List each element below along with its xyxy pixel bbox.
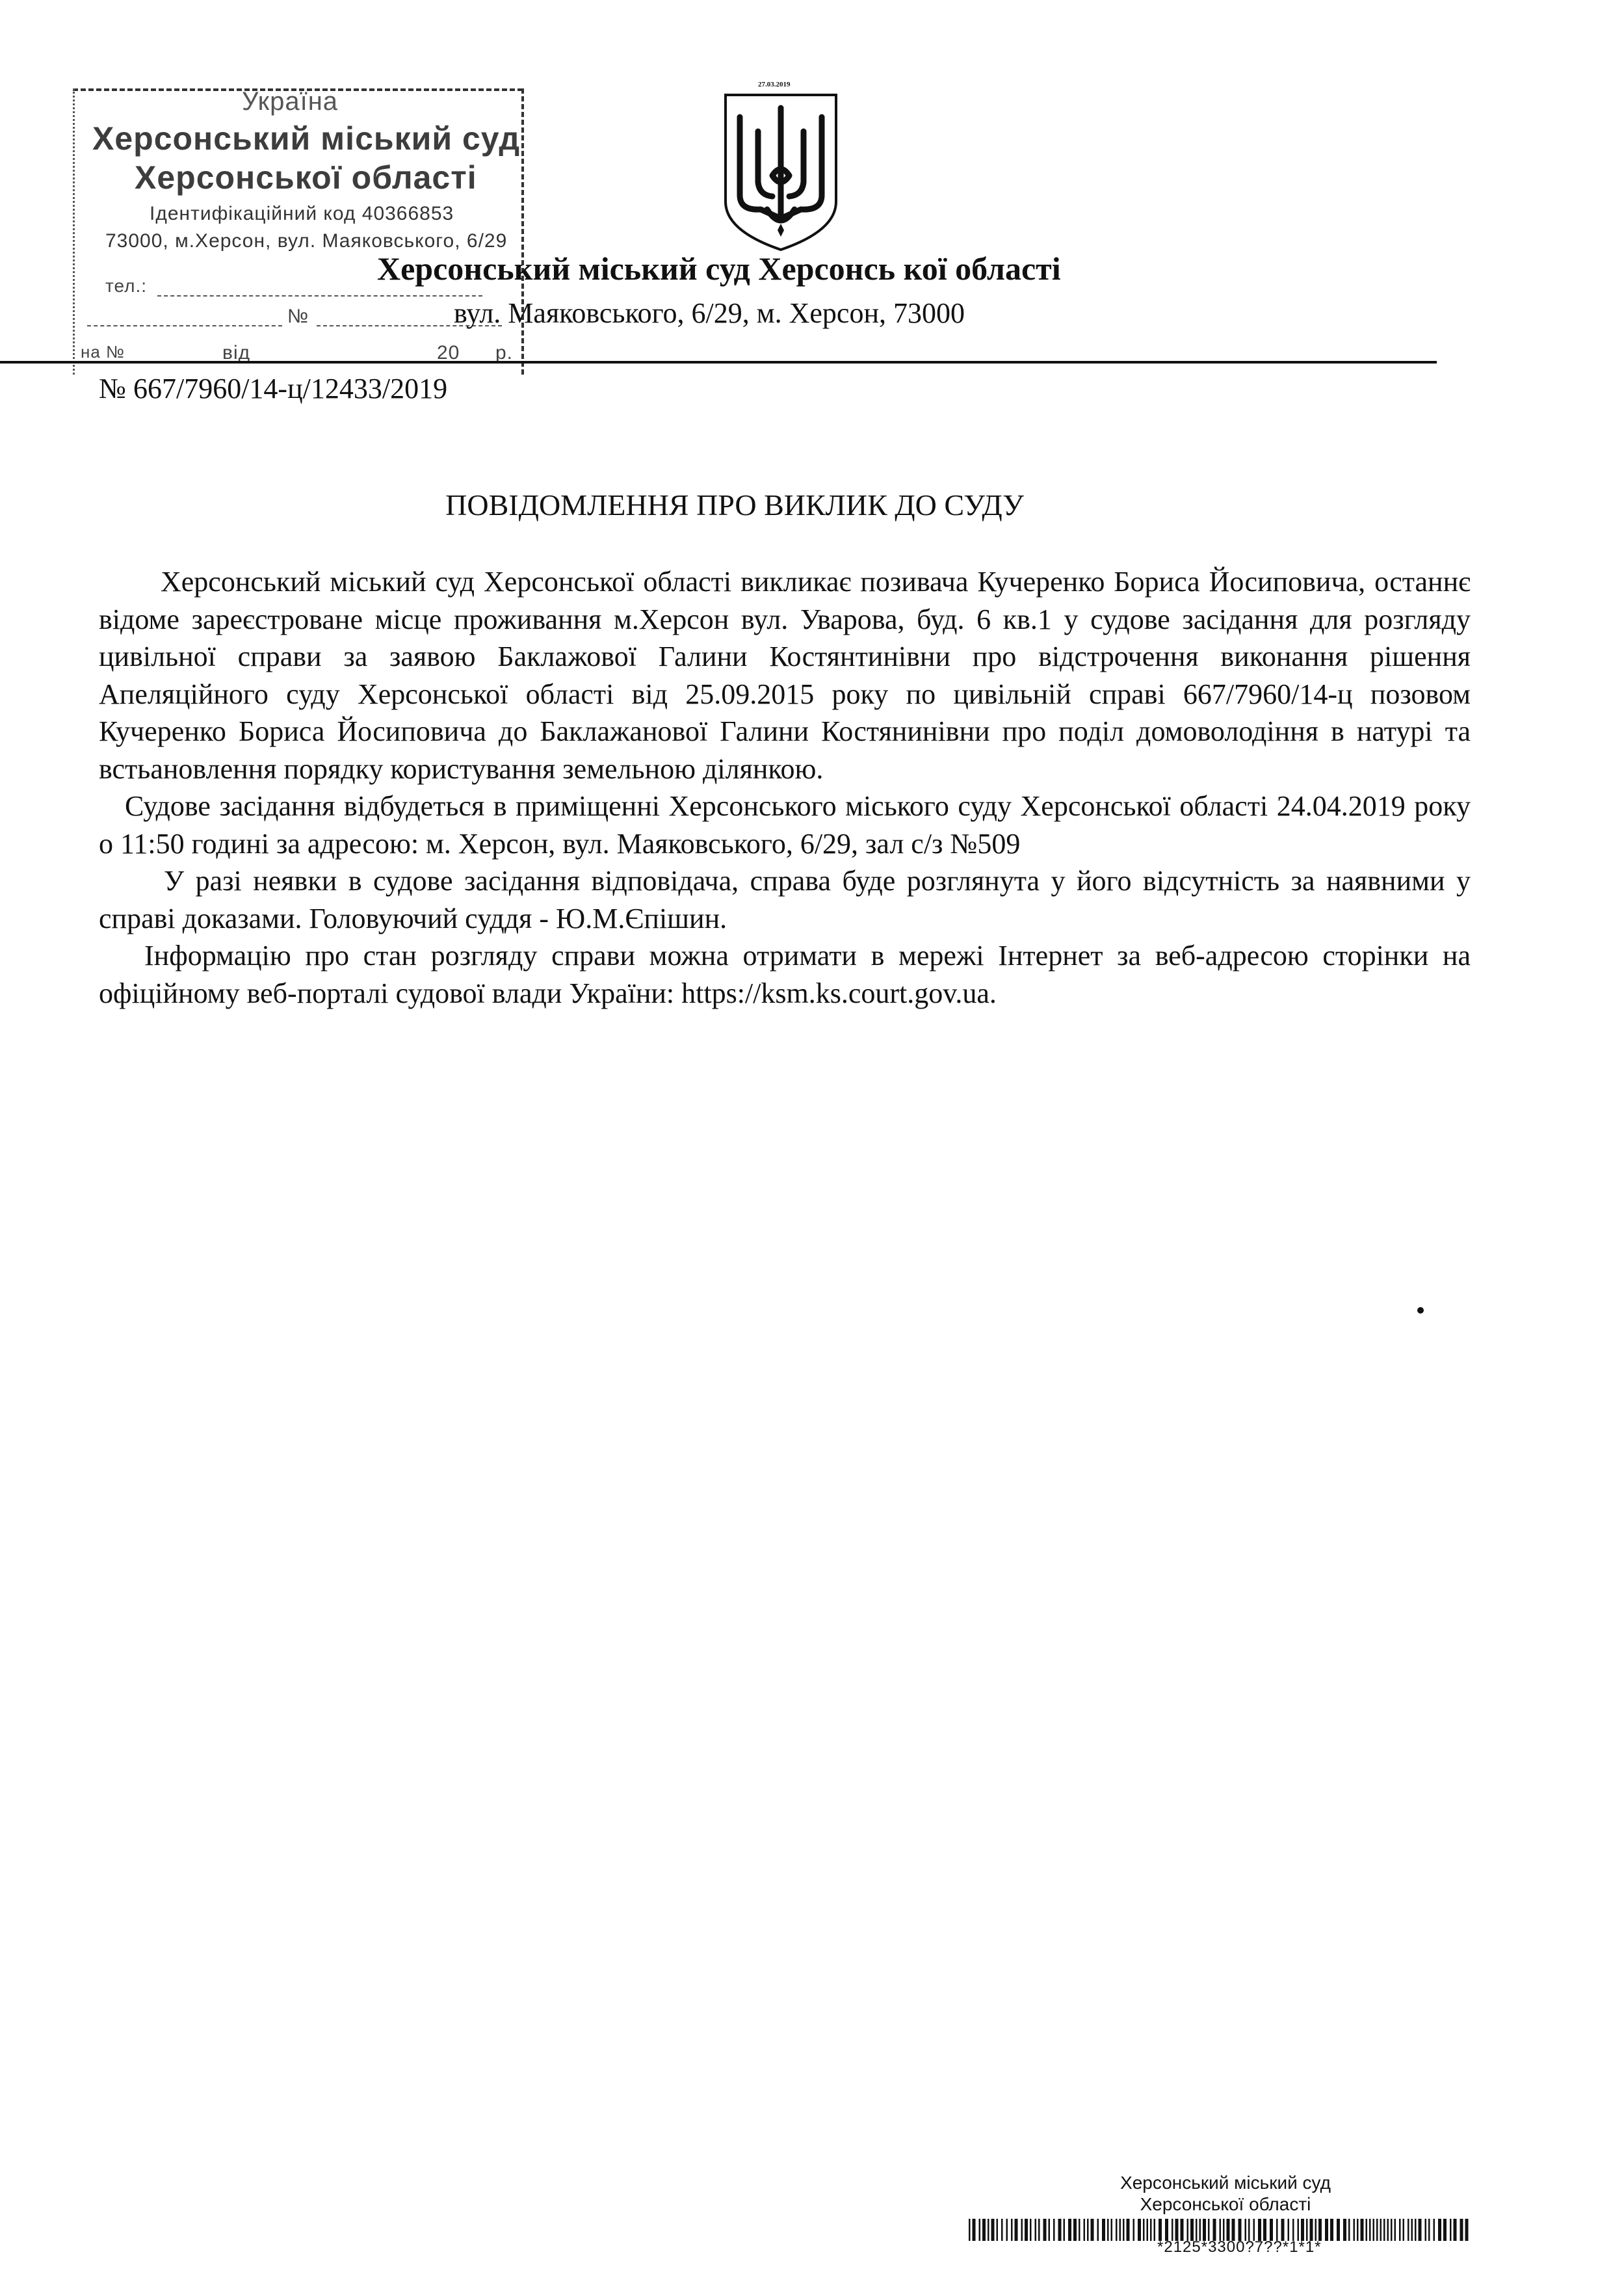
paragraph-absence: У разі неявки в судове засідання відповідача, справа буде розглянута у його відсутність за наявними у справі доказами. Головуючий суддя - Ю.М.Єпішин. bbox=[99, 865, 1471, 934]
stamp-number-label: № bbox=[287, 306, 309, 327]
stamp-border bbox=[73, 88, 75, 375]
stamp-border bbox=[521, 88, 524, 375]
notice-body bbox=[99, 563, 1471, 1012]
court-stamp bbox=[73, 83, 528, 389]
barcode bbox=[969, 2219, 1469, 2241]
court-title: Херсонський міський суд Херсонсь кої області bbox=[377, 250, 1061, 287]
case-number: № 667/7960/14-ц/12433/2019 bbox=[99, 373, 448, 404]
paragraph-hearing-time: Судове засідання відбудеться в приміщенні Херсонського міського суду Херсонської області 24.04.2019 року о 11:50 годині за адресою: м. Херсон, вул. Маяковського, 6/29, зал с/з №509 bbox=[99, 790, 1471, 860]
footer-court-label bbox=[1112, 2172, 1339, 2215]
stamp-region: Херсонської області bbox=[135, 159, 477, 196]
footer-court-line1: Херсонський міський суд bbox=[1120, 2173, 1331, 2193]
paragraph-info: Інформацію про стан розгляду справи можна отримати в мережі Інтернет за веб-адресою сторінки на офіційному веб-порталі судової влади України: https://ksm.ks.court.gov.ua. bbox=[99, 940, 1471, 1009]
stamp-tel-line bbox=[157, 295, 482, 297]
trident-icon bbox=[722, 91, 840, 254]
stamp-court-name: Херсонський міський суд bbox=[92, 120, 521, 157]
stamp-country: Україна bbox=[242, 87, 339, 116]
document-title: ПОВІДОМЛЕННЯ ПРО ВИКЛИК ДО СУДУ bbox=[445, 488, 1024, 522]
stamp-id-code: Ідентифікаційний код 40366853 bbox=[150, 203, 454, 224]
stamp-tel-label: тел.: bbox=[105, 276, 148, 296]
stamp-number-line bbox=[87, 325, 282, 326]
court-address: вул. Маяковського, 6/29, м. Херсон, 73000 bbox=[454, 297, 965, 329]
stamp-address: 73000, м.Херсон, вул. Маяковського, 6/29 bbox=[105, 230, 508, 252]
paragraph-summons: Херсонський міський суд Херсонської області викликає позивача Кучеренко Бориса Йосиповича, останнє відоме зареєстроване місце проживання м.Херсон вул. Уварова, буд. 6 кв.1 у судове засідання для розгляду цивільної справи за заявою Баклажової Галини Костянтинівни про відстрочення виконання рішення Апеляційного суду Херсонської області від 25.09.2015 року по цивільній справі 667/7960/14-ц позовом Кучеренко Бориса Йосиповича до Баклажанової Галини Костянинівни про поділ домоволодіння в натурі та встьановлення порядку користування земельною ділянкою. bbox=[99, 566, 1471, 785]
header-divider bbox=[0, 361, 1437, 364]
stamp-year-label: 20 bbox=[437, 342, 460, 364]
stamp-year-suffix: р. bbox=[495, 342, 514, 364]
stamp-date-label: від bbox=[222, 342, 251, 364]
barcode-text: *2125*3300?7??*1*1* bbox=[1157, 2238, 1322, 2256]
footer-court-line2: Херсонської області bbox=[1140, 2194, 1311, 2214]
ink-dot bbox=[1417, 1307, 1424, 1314]
stamp-ref-label: на № bbox=[81, 342, 125, 362]
emblem-date: 27.03.2019 bbox=[758, 81, 791, 88]
